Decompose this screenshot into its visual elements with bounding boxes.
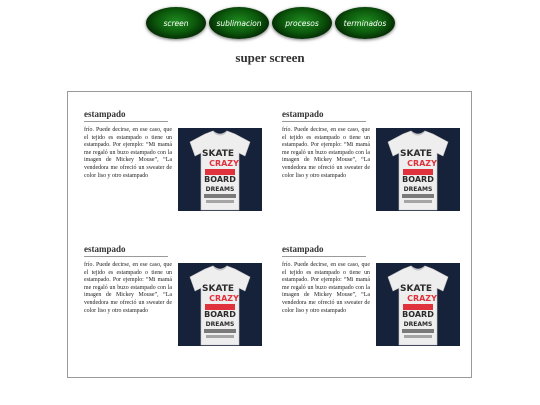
- svg-text:BOARD: BOARD: [204, 310, 236, 319]
- svg-text:CRAZY: CRAZY: [407, 159, 437, 168]
- card-title: estampado: [282, 244, 366, 257]
- svg-text:DREAMS: DREAMS: [403, 186, 433, 193]
- svg-text:SKATE: SKATE: [399, 149, 433, 159]
- nav-button-terminados[interactable]: terminados: [335, 7, 395, 39]
- card-title: estampado: [282, 109, 366, 122]
- nav-button-sublimacion[interactable]: sublimacion: [209, 7, 269, 39]
- top-navigation: [0, 7, 540, 41]
- product-card: [282, 244, 460, 344]
- card-description: frío. Puede decirse, en ese caso, que el tejido es estampado o tiene un estampado. Por ejemplo: “Mi mamá me regaló un buzo estampado con la imagen de Mickey Mouse”, “La vendedora me ofreció un sweater de color liso y otro estampado: [84, 262, 172, 314]
- svg-text:CRAZY: CRAZY: [209, 294, 239, 303]
- product-card: [84, 244, 262, 344]
- card-title: estampado: [84, 244, 168, 257]
- nav-button-procesos[interactable]: procesos: [272, 7, 332, 39]
- card-description: frío. Puede decirse, en ese caso, que el tejido es estampado o tiene un estampado. Por ejemplo: “Mi mamá me regaló un buzo estampado con la imagen de Mickey Mouse”, “La vendedora me ofreció un sweater de color liso y otro estampado: [282, 127, 370, 179]
- svg-text:CRAZY: CRAZY: [407, 294, 437, 303]
- svg-text:DREAMS: DREAMS: [403, 321, 433, 328]
- svg-text:BOARD: BOARD: [204, 175, 236, 184]
- product-card: [84, 109, 262, 209]
- svg-text:SKATE: SKATE: [399, 284, 433, 294]
- tshirt-image[interactable]: [178, 128, 262, 211]
- svg-text:DREAMS: DREAMS: [205, 321, 235, 328]
- svg-text:BOARD: BOARD: [402, 310, 434, 319]
- nav-button-screen[interactable]: screen: [146, 7, 206, 39]
- tshirt-image[interactable]: [178, 263, 262, 346]
- svg-text:DREAMS: DREAMS: [205, 186, 235, 193]
- svg-text:SKATE: SKATE: [201, 149, 235, 159]
- svg-text:CRAZY: CRAZY: [209, 159, 239, 168]
- svg-text:SKATE: SKATE: [201, 284, 235, 294]
- product-card: [282, 109, 460, 209]
- tshirt-image[interactable]: [376, 128, 460, 211]
- card-title: estampado: [84, 109, 168, 122]
- page-title: super screen: [235, 50, 305, 65]
- card-description: frío. Puede decirse, en ese caso, que el tejido es estampado o tiene un estampado. Por ejemplo: “Mi mamá me regaló un buzo estampado con la imagen de Mickey Mouse”, “La vendedora me ofreció un sweater de color liso y otro estampado: [84, 127, 172, 179]
- svg-text:BOARD: BOARD: [402, 175, 434, 184]
- content-panel: [67, 91, 472, 378]
- tshirt-image[interactable]: [376, 263, 460, 346]
- card-description: frío. Puede decirse, en ese caso, que el tejido es estampado o tiene un estampado. Por ejemplo: “Mi mamá me regaló un buzo estampado con la imagen de Mickey Mouse”, “La vendedora me ofreció un sweater de color liso y otro estampado: [282, 262, 370, 314]
